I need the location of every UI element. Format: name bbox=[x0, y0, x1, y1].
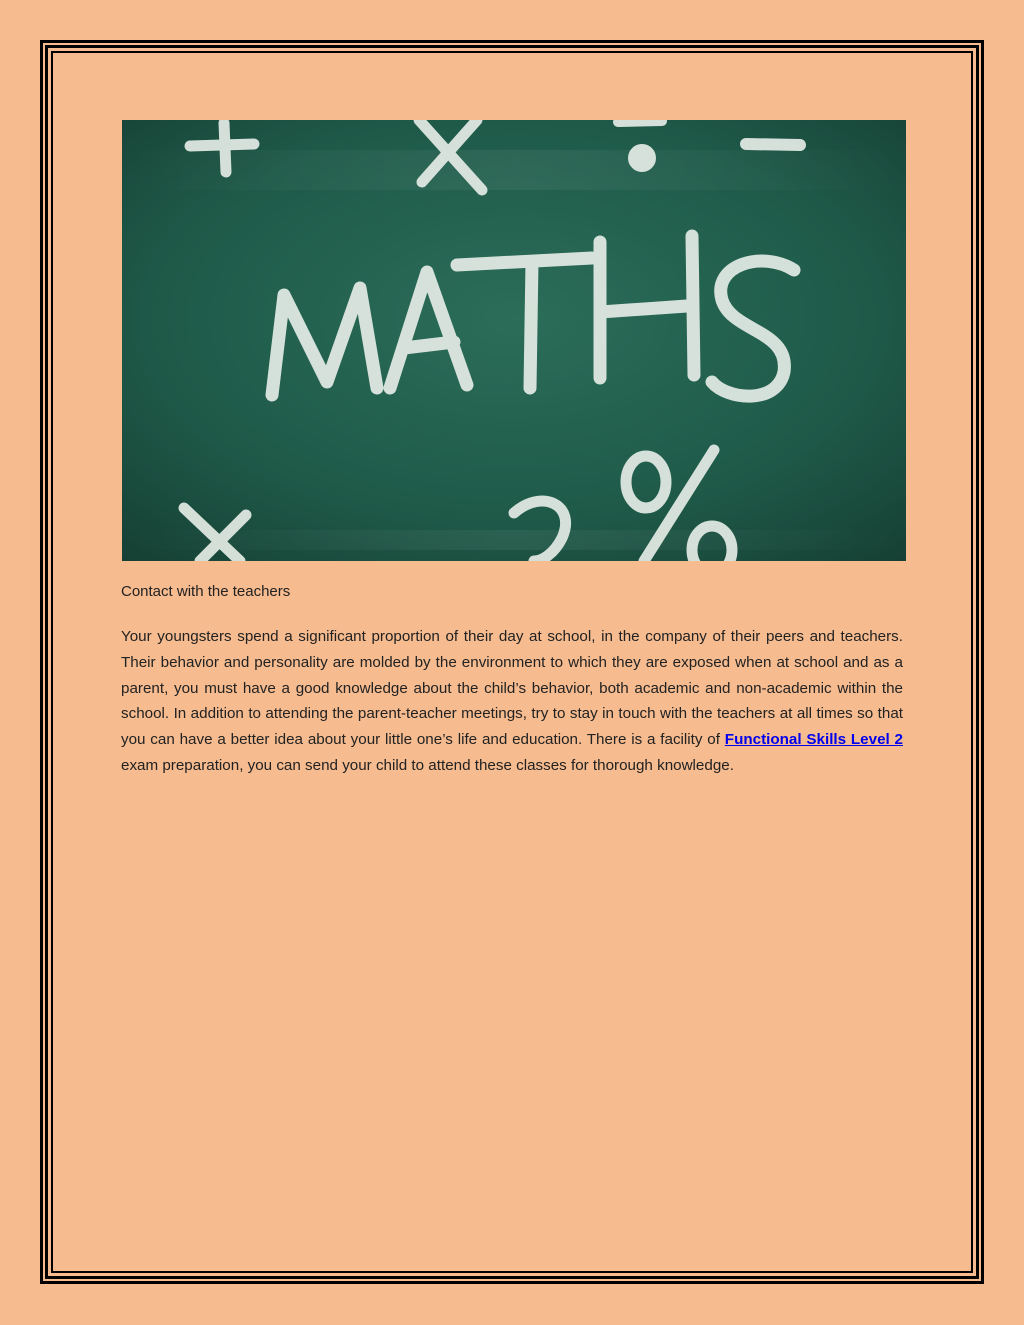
paragraph-text-before-link: Your youngsters spend a significant proportion of their day at school, in the company of their peers and teachers. Their behavior and personality are molded by the environment to which they are exposed when at school and as a parent, you must have a good knowledge about the child’s behavior, both academic and non-academic within the school. In addition to attending the parent-teacher meetings, try to stay in touch with the teachers at all times so that you can have a better idea about your little one’s life and education. There is a facility of bbox=[121, 628, 903, 749]
functional-skills-link[interactable]: Functional Skills Level 2 bbox=[724, 731, 903, 749]
minus-symbol bbox=[746, 144, 800, 145]
chalk-smudge bbox=[122, 150, 906, 190]
maths-chalkboard-image bbox=[122, 120, 906, 561]
chalk-smudge bbox=[122, 530, 906, 550]
paragraph-text-after-link: exam preparation, you can send your child to attend these classes for thorough knowledge. bbox=[121, 756, 734, 774]
article-paragraph bbox=[121, 624, 903, 779]
section-heading: Contact with the teachers bbox=[121, 583, 291, 600]
